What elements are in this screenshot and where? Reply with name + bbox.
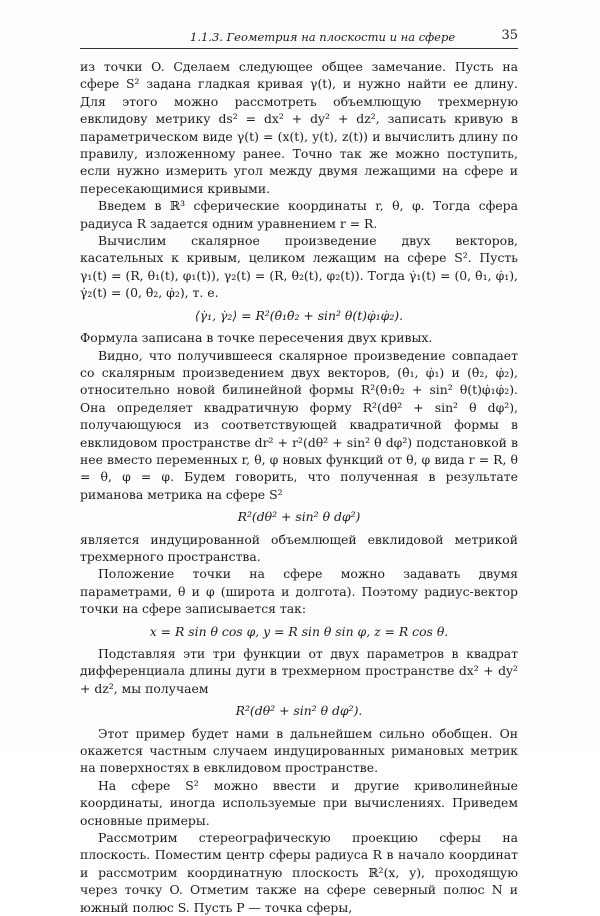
page-body (80, 58, 518, 916)
paragraph: На сфере S² можно ввести и другие криволинейные координаты, иногда используемые при вычислениях. Приведем основные примеры. (80, 777, 518, 828)
paragraph: из точки O. Сделаем следующее общее замечание. Пусть на сфере S² задана гладкая кривая γ(t), и нужно найти ее длину. Для этого можно рассмотреть объемлющую трехмерную евклидову метрику ds² = dx² + dy² + dz², записать кривую в параметрическом виде γ(t) = (x(t), y(t), z(t)) и вычислить длину по правилу, изложенному ранее. Точно так же можно поступить, если нужно измерить угол между двумя лежащими на сфере и пересекающимися кривыми. (80, 59, 518, 196)
paragraph: Рассмотрим стереографическую проекцию сферы на плоскость. Поместим центр сферы радиуса R в начало координат и рассмотрим координатную плоскость ℝ²(x, y), проходящую через точку O. Отметим также на сфере северный полюс N и южный полюс S. Пусть P — точка сферы, (80, 830, 518, 915)
paragraph: Видно, что получившееся скалярное произведение совпадает со скалярным произведением двух векторов, (θ̇₁, φ̇₁) и (θ̇₂, φ̇₂), относительно новой билинейной формы R²(θ̇₁θ̇₂ + sin² θ(t)φ̇₁φ̇₂). Она определяет квадратичную форму R²(dθ² + sin² θ dφ²), получающуюся из соответствующей квадратичной формы в евклидовом пространстве dr² + r²(dθ² + sin² θ dφ²) подстановкой в нее вместо переменных r, θ, φ новых функций от θ, φ вида r = R, θ = θ, φ = φ. Будем говорить, что полученная в результате риманова метрика на сфере S² (80, 347, 518, 502)
display-formula: ⟨γ̇₁, γ̇₂⟩ = R²(θ̇₁θ̇₂ + sin² θ(t)φ̇₁φ̇₂). (194, 307, 404, 323)
paragraph: Формула записана в точке пересечения двух кривых. (80, 330, 433, 346)
paragraph: Введем в ℝ³ сферические координаты r, θ, φ. Тогда сфера радиуса R задается одним уравнением r = R. (80, 198, 518, 231)
paragraph: Положение точки на сфере можно задавать двумя параметрами, θ и φ (широта и долгота). Поэтому радиус-вектор точки на сфере записывается так: (80, 566, 518, 617)
paragraph: Вычислим скалярное произведение двух векторов, касательных к кривым, целиком лежащим на сфере S². Пусть γ₁(t) = (R, θ₁(t), φ₁(t)), γ₂(t) = (R, θ₂(t), φ₂(t)). Тогда γ̇₁(t) = (0, θ̇₁, φ̇₁), γ̇₂(t) = (0, θ̇₂, φ̇₂), т. е. (80, 233, 518, 301)
paragraph: Этот пример будет нами в дальнейшем сильно обобщен. Он окажется частным случаем индуцированных римановых метрик на поверхностях в евклидовом пространстве. (80, 725, 518, 776)
display-formula: R²(dθ² + sin² θ dφ²). (235, 703, 363, 719)
running-header (80, 30, 518, 49)
running-title: 1.1.3. Геометрия на плоскости и на сфере (190, 30, 456, 44)
display-formula: R²(dθ² + sin² θ dφ²) (237, 509, 361, 525)
paragraph: Подставляя эти три функции от двух параметров в квадрат дифференциала длины дуги в трехмерном пространстве dx² + dy² + dz², мы получаем (80, 646, 518, 696)
paragraph: является индуцированной объемлющей евклидовой метрикой трехмерного пространства. (80, 531, 518, 564)
page-number: 35 (501, 28, 518, 43)
display-formula: x = R sin θ cos φ, y = R sin θ sin φ, z = R cos θ. (149, 623, 449, 639)
